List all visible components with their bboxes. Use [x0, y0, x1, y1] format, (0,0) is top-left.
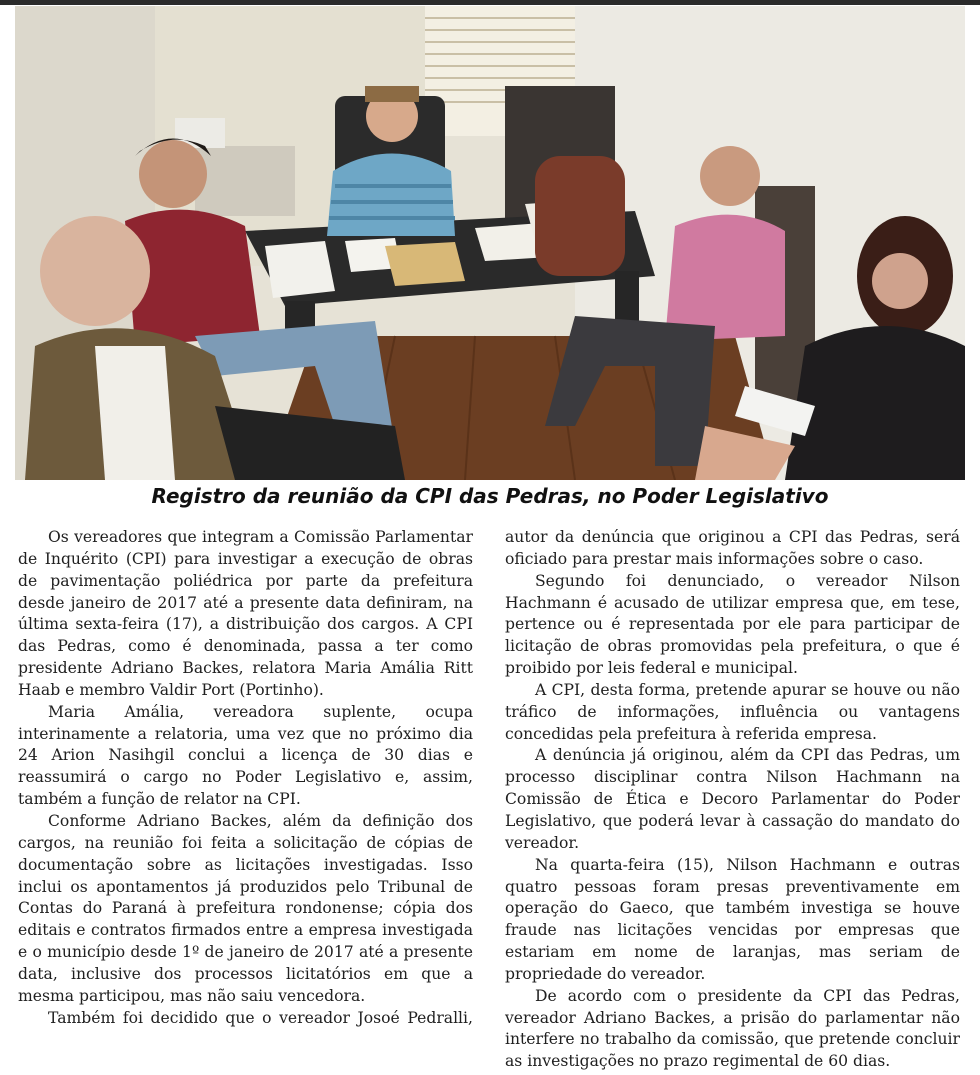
paragraph: De acordo com o presidente da CPI das Pedras, vereador Adriano Backes, a prisão do parlamentar não interfere no trabalho da comissão, que pretende concluir as investigações no prazo regimental de 60 dias. — [505, 986, 960, 1071]
article-left-column — [18, 527, 473, 1029]
paragraph: A CPI, desta forma, pretende apurar se houve ou não tráfico de informações, influência ou vantagens concedidas pela prefeitura à referida empresa. — [505, 680, 960, 743]
article-right-column — [505, 527, 960, 1073]
paragraph: Maria Amália, vereadora suplente, ocupa interinamente a relatoria, uma vez que no próximo dia 24 Arion Nasihgil conclui a licença de 30 dias e reassumirá o cargo no Poder Legislativo e, assim, também a função de relator na CPI. — [18, 702, 473, 809]
paragraph: Os vereadores que integram a Comissão Parlamentar de Inquérito (CPI) para investigar a execução de obras de pavimentação poliédrica por parte da prefeitura desde janeiro de 2017 até a presente data definiram, na última sexta-feira (17), a distribuição dos cargos. A CPI das Pedras, como é denominada, passa a ter como presidente Adriano Backes, relatora Maria Amália Ritt Haab e membro Valdir Port (Portinho). — [18, 528, 473, 699]
meeting-photo — [15, 6, 965, 480]
photo-caption: Registro da reunião da CPI das Pedras, no Poder Legislativo — [151, 484, 829, 508]
paragraph: Segundo foi denunciado, o vereador Nilson Hachmann é acusado de utilizar empresa que, em tese, pertence ou é representada por ele para participar de licitação de obras promovidas pela prefeitura, o que é proibido por leis federal e municipal. — [505, 571, 960, 678]
paragraph: autor da denúncia que originou a CPI das Pedras, será oficiado para prestar mais informações sobre o caso. — [505, 528, 960, 568]
top-edge-bar — [0, 0, 980, 5]
paragraph: Na quarta-feira (15), Nilson Hachmann e outras quatro pessoas foram presas preventivamente em operação do Gaeco, que também investiga se houve fraude nas licitações vencidas por empresas que estariam em nome de laranjas, mas seriam de propriedade do vereador. — [505, 855, 960, 983]
paragraph: A denúncia já originou, além da CPI das Pedras, um processo disciplinar contra Nilson Hachmann na Comissão de Ética e Decoro Parlamentar do Poder Legislativo, que poderá levar à cassação do mandato do vereador. — [505, 746, 960, 852]
paragraph: Conforme Adriano Backes, além da definição dos cargos, na reunião foi feita a solicitação de cópias de documentação sobre as licitações investigadas. Isso inclui os apontamentos já produzidos pelo Tribunal de Contas do Paraná à prefeitura rondonense; cópia dos editais e contratos firmados entre a empresa investigada e o município desde 1º de janeiro de 2017 até a presente data, inclusive dos processos licitatórios em que a mesma participou, mas não saiu vencedora. — [18, 811, 473, 1005]
paragraph: Também foi decidido que o vereador Josoé Pedralli, — [48, 1008, 473, 1027]
